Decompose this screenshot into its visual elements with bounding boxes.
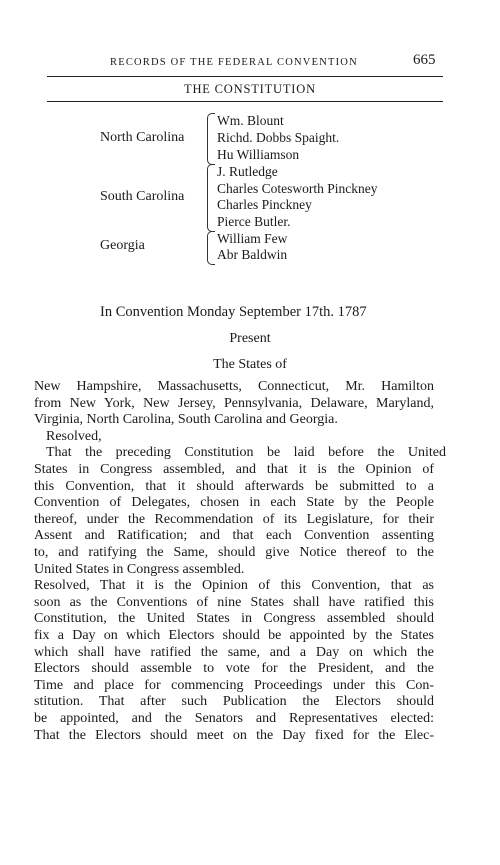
body-line: Virginia, North Carolina, South Carolina and Georgia.: [34, 412, 338, 428]
page-number: 665: [413, 52, 436, 68]
body-line: be appointed, and the Senators and Representatives elected:: [34, 711, 434, 726]
body-line: States in Congress assembled, and that it is the Opinion of: [34, 462, 434, 477]
signer-name: Hu Williamson: [217, 147, 300, 162]
present-heading: Present: [229, 331, 271, 346]
body-line: this Convention, that it should afterwards be submitted to a: [34, 478, 434, 494]
state-south-carolina: South Carolina: [100, 189, 185, 204]
body-line: stitution. That after such Publication the Electors should: [34, 694, 434, 710]
signer-name: William Few: [217, 231, 288, 246]
brace-north-carolina: [207, 113, 215, 165]
state-north-carolina: North Carolina: [100, 130, 185, 145]
signer-name: Wm. Blount: [217, 113, 284, 128]
body-line: That the preceding Constitution be laid before the United: [46, 445, 446, 461]
body-line: soon as the Conventions of nine States shall have ratified this: [34, 594, 434, 610]
body-line: from New York, New Jersey, Pennsylvania, Delaware, Maryland,: [34, 395, 434, 411]
signer-name: Richd. Dobbs Spaight.: [217, 130, 340, 145]
body-line: United States in Congress assembled.: [34, 561, 245, 577]
body-line: Time and place for commencing Proceedings under this Con-: [34, 677, 434, 693]
signer-name: Charles Pinckney: [217, 197, 312, 212]
body-line: Constitution, the United States in Congress assembled should: [34, 611, 434, 627]
body-line: That the Electors should meet on the Day fixed for the Elec-: [34, 727, 434, 743]
body-line: Electors should assemble to vote for the President, and the: [34, 661, 434, 677]
body-line: which shall have ratified the same, and a Day on which the: [34, 644, 434, 660]
signer-name: Abr Baldwin: [217, 247, 288, 262]
signer-name: Charles Cotesworth Pinckney: [217, 181, 378, 196]
body-line: Convention of Delegates, chosen in each State by the People: [34, 495, 434, 511]
brace-south-carolina: [207, 164, 215, 232]
section-title: THE CONSTITUTION: [184, 82, 316, 96]
body-line: Assent and Ratification; and that each Convention assenting: [34, 528, 434, 544]
body-line: Resolved, That it is the Opinion of this Convention, that as: [34, 578, 434, 594]
body-line: fix a Day on which Electors should be appointed by the States: [34, 628, 434, 643]
header-rule-bottom: [47, 101, 443, 102]
body-line: thereof, under the Recommendation of its Legislature, for their: [34, 511, 434, 527]
body-line: Resolved,: [46, 428, 102, 444]
signer-name: Pierce Butler.: [217, 214, 291, 229]
body-line: New Hampshire, Massachusetts, Connecticut, Mr. Hamilton: [34, 379, 434, 394]
state-georgia: Georgia: [100, 238, 145, 253]
brace-georgia: [207, 231, 215, 265]
states-of-heading: The States of: [213, 357, 287, 372]
signer-name: J. Rutledge: [217, 164, 278, 179]
header-rule-top: [47, 76, 443, 77]
body-line: to, and ratifying the Same, should give Notice thereof to the: [34, 545, 434, 560]
running-head: RECORDS OF THE FEDERAL CONVENTION: [110, 57, 358, 68]
convention-date-line: In Convention Monday September 17th. 1787: [100, 304, 367, 320]
